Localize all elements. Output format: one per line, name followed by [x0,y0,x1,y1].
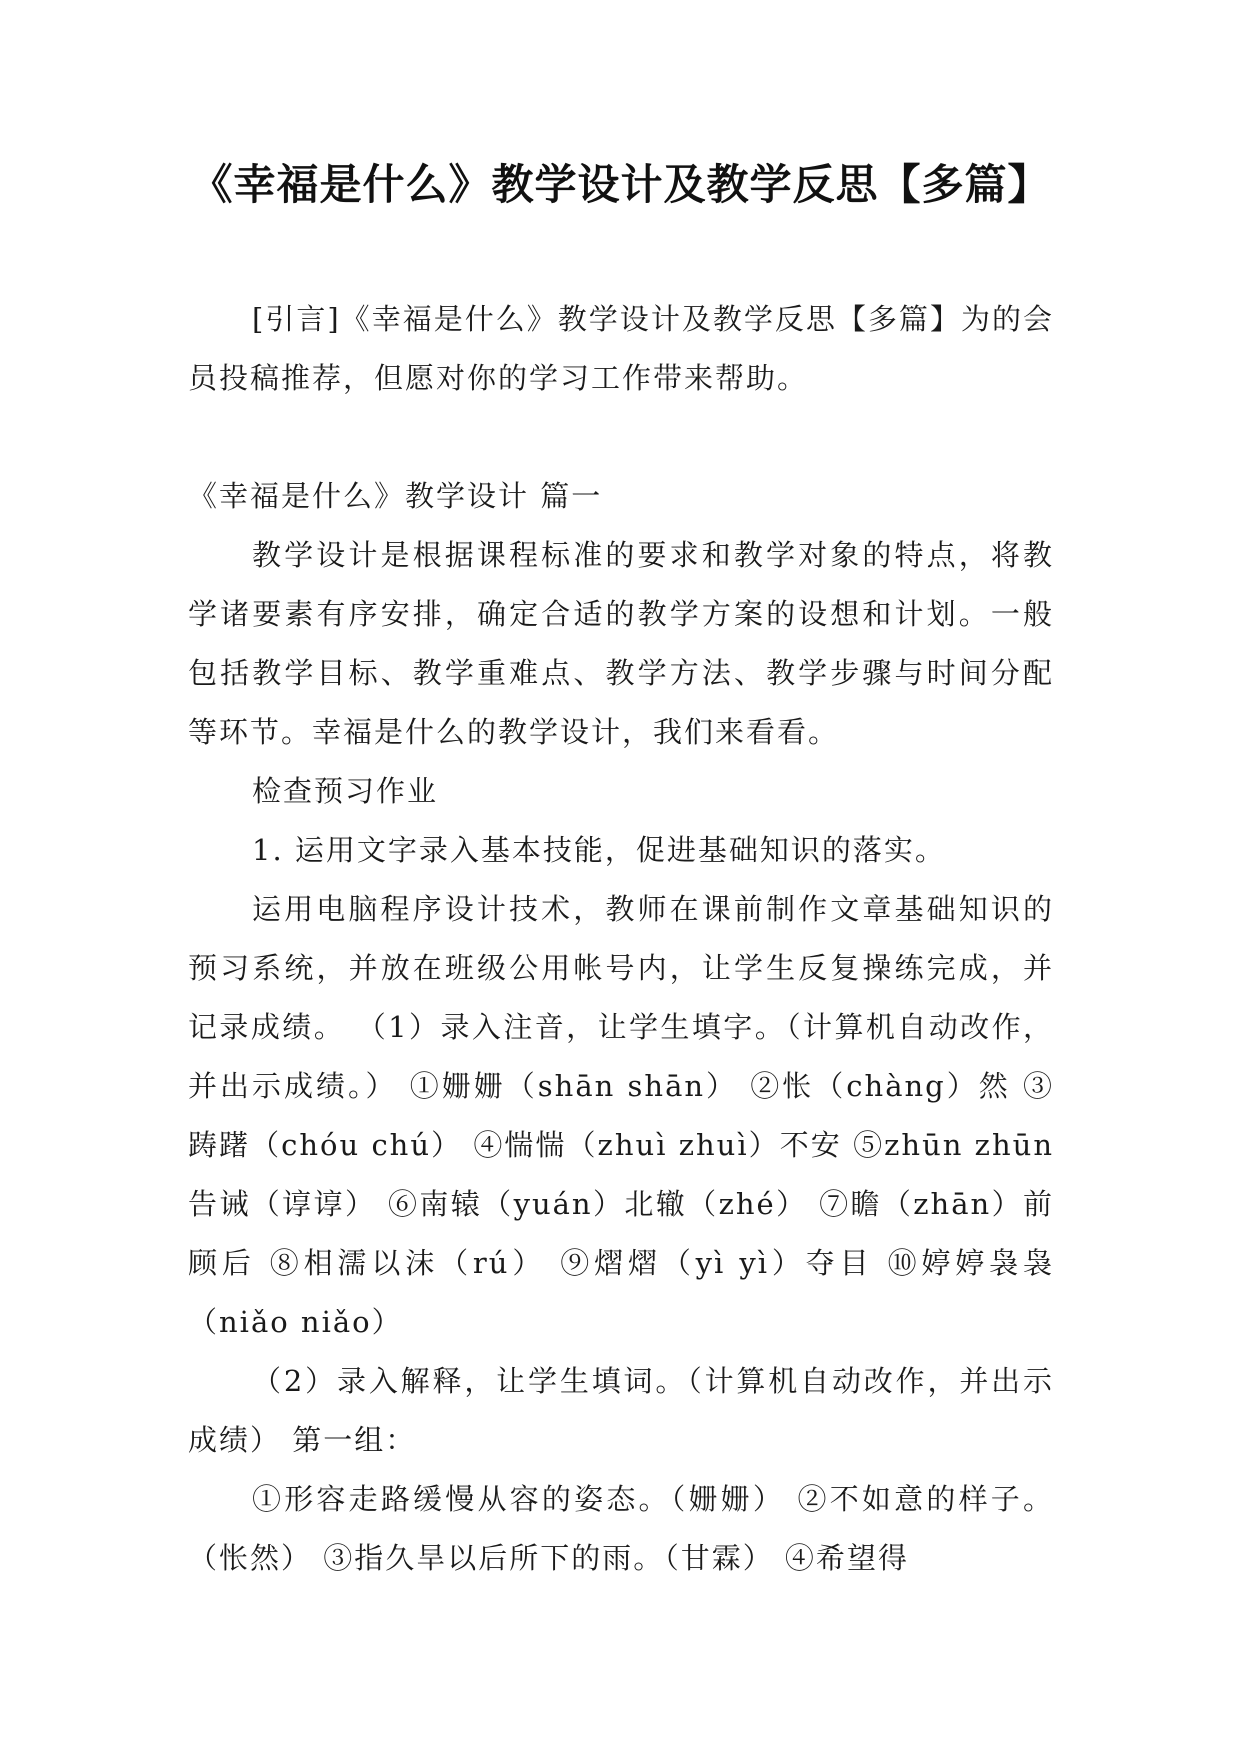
paragraph-6: ①形容走路缓慢从容的姿态。（姗姗） ②不如意的样子。（怅然） ③指久旱以后所下的雨。（甘霖） ④希望得 [188,1482,1054,1575]
paragraph-4: 运用电脑程序设计技术，教师在课前制作文章基础知识的预习系统，并放在班级公用帐号内，让学生反复操练完成，并记录成绩。 （1）录入注音，让学生填字。（计算机自动改作，并出示成绩。） ①姗姗（shān shān） ②怅（chàng）然 ③踌躇（chóu chú） ④惴惴（zhuì zhuì）不安 ⑤zhūn zhūn告诫（谆谆） ⑥南辕（yuán）北辙（zhé） ⑦瞻（zhān）前顾后 ⑧相濡以沫（rú） ⑨熠熠（yì yì）夺目 ⑩婷婷袅袅（niǎo niǎo） [188,892,1054,1339]
section-heading: 《幸福是什么》教学设计 篇一 [188,479,603,513]
intro-paragraph: [引言]《幸福是什么》教学设计及教学反思【多篇】为的会员投稿推荐，但愿对你的学习工作带来帮助。 [188,302,1054,395]
paragraph-3: 1. 运用文字录入基本技能，促进基础知识的落实。 [252,833,946,867]
document-title: 《幸福是什么》教学设计及教学反思【多篇】 [190,160,1051,209]
document-body [188,290,1054,1588]
paragraph-1: 教学设计是根据课程标准的要求和教学对象的特点，将教学诸要素有序安排，确定合适的教学方案的设想和计划。一般包括教学目标、教学重难点、教学方法、教学步骤与时间分配等环节。幸福是什么的教学设计，我们来看看。 [188,538,1054,749]
paragraph-5: （2）录入解释，让学生填词。（计算机自动改作，并出示成绩） 第一组： [188,1364,1054,1457]
paragraph-2: 检查预习作业 [252,774,439,808]
